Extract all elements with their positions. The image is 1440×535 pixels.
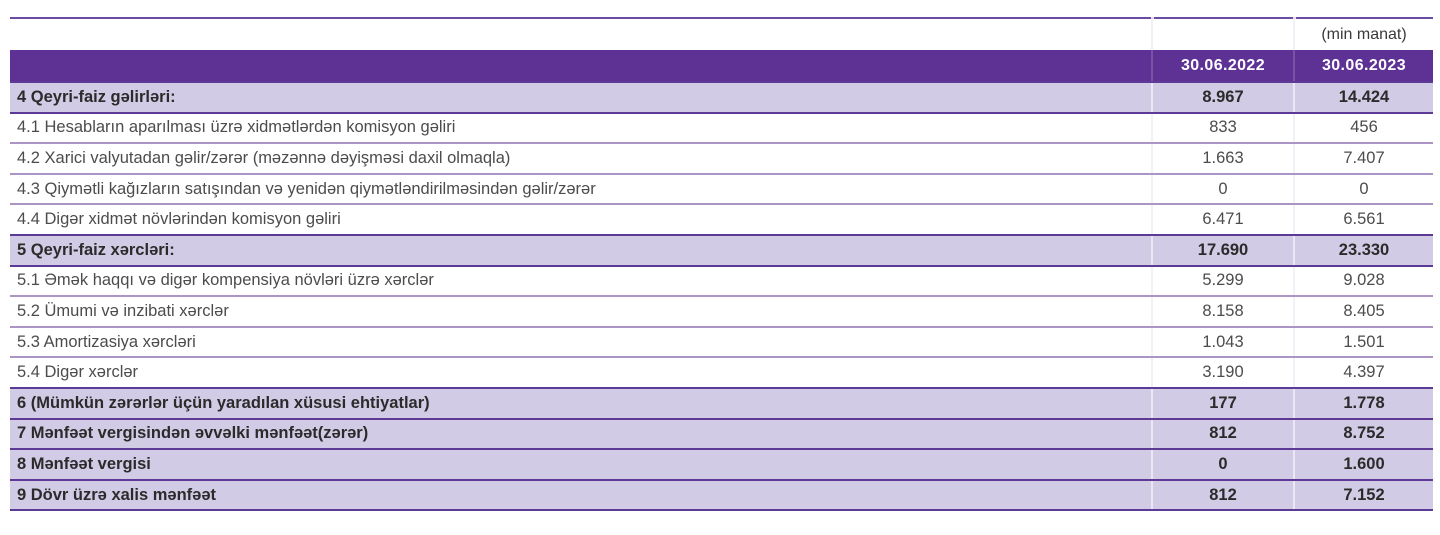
table-row xyxy=(10,479,1433,510)
table-body xyxy=(10,81,1433,511)
table-row xyxy=(10,387,1433,418)
row-value-2023: 0 xyxy=(1293,175,1433,204)
row-value-2023: 1.778 xyxy=(1293,389,1433,418)
table-row xyxy=(10,448,1433,479)
table-header-row xyxy=(10,50,1433,81)
row-value-2023: 14.424 xyxy=(1293,83,1433,112)
row-label: 5.4 Digər xərclər xyxy=(17,363,139,382)
table-row xyxy=(10,326,1433,357)
row-value-2022: 1.663 xyxy=(1151,144,1293,173)
row-value-2022: 812 xyxy=(1151,481,1293,510)
row-value-2022: 812 xyxy=(1151,420,1293,449)
row-value-2022: 17.690 xyxy=(1151,236,1293,265)
row-value-2023: 456 xyxy=(1293,114,1433,143)
row-label: 5.3 Amortizasiya xərcləri xyxy=(17,332,196,351)
table-top-border xyxy=(10,17,1433,19)
unit-band xyxy=(10,19,1433,50)
table-row xyxy=(10,265,1433,296)
unit-band-spacer xyxy=(10,19,1151,50)
row-value-2022: 5.299 xyxy=(1151,267,1293,296)
row-value-2023: 6.561 xyxy=(1293,205,1433,234)
row-label: 7 Mənfəət vergisindən əvvəlki mənfəət(zərər) xyxy=(17,424,369,443)
row-label: 4.4 Digər xidmət növlərindən komisyon gəliri xyxy=(17,210,341,229)
row-value-2023: 4.397 xyxy=(1293,358,1433,387)
table-row xyxy=(10,203,1433,234)
row-label: 4 Qeyri-faiz gəlirləri: xyxy=(17,87,176,106)
table-row xyxy=(10,142,1433,173)
row-value-2022: 3.190 xyxy=(1151,358,1293,387)
column-divider-notch xyxy=(1293,17,1296,19)
financial-table xyxy=(10,17,1433,511)
header-label-spacer xyxy=(10,50,1151,81)
row-label: 8 Mənfəət vergisi xyxy=(17,454,151,473)
table-row xyxy=(10,234,1433,265)
row-label: 5.1 Əmək haqqı və digər kompensiya növləri üzrə xərclər xyxy=(17,271,434,290)
table-row xyxy=(10,418,1433,449)
column-header-2022: 30.06.2022 xyxy=(1151,50,1293,81)
row-value-2022: 177 xyxy=(1151,389,1293,418)
row-value-2023: 7.407 xyxy=(1293,144,1433,173)
row-value-2023: 23.330 xyxy=(1293,236,1433,265)
table-row xyxy=(10,81,1433,112)
table-row xyxy=(10,295,1433,326)
table-row xyxy=(10,173,1433,204)
row-value-2023: 1.600 xyxy=(1293,450,1433,479)
row-value-2022: 833 xyxy=(1151,114,1293,143)
row-label: 4.2 Xarici valyutadan gəlir/zərər (məzənnə dəyişməsi daxil olmaqla) xyxy=(17,148,511,167)
table-row xyxy=(10,112,1433,143)
row-label: 4.3 Qiymətli kağızların satışından və yenidən qiymətləndirilməsindən gəlir/zərər xyxy=(17,179,596,198)
row-value-2022: 1.043 xyxy=(1151,328,1293,357)
row-label: 9 Dövr üzrə xalis mənfəət xyxy=(17,485,216,504)
unit-label: (min manat) xyxy=(1293,19,1433,50)
row-label: 5.2 Ümumi və inzibati xərclər xyxy=(17,301,229,320)
row-value-2022: 8.967 xyxy=(1151,83,1293,112)
row-value-2022: 8.158 xyxy=(1151,297,1293,326)
row-value-2022: 0 xyxy=(1151,450,1293,479)
row-value-2022: 6.471 xyxy=(1151,205,1293,234)
column-divider-notch xyxy=(1151,17,1154,19)
row-label: 6 (Mümkün zərərlər üçün yaradılan xüsusi ehtiyatlar) xyxy=(17,393,430,412)
row-label: 4.1 Hesabların aparılması üzrə xidmətlərdən komisyon gəliri xyxy=(17,118,456,137)
row-value-2023: 8.405 xyxy=(1293,297,1433,326)
row-value-2023: 9.028 xyxy=(1293,267,1433,296)
row-label: 5 Qeyri-faiz xərcləri: xyxy=(17,240,175,259)
unit-band-col-2022 xyxy=(1151,19,1293,50)
column-header-2023: 30.06.2023 xyxy=(1293,50,1433,81)
row-value-2023: 8.752 xyxy=(1293,420,1433,449)
row-value-2023: 1.501 xyxy=(1293,328,1433,357)
row-value-2022: 0 xyxy=(1151,175,1293,204)
table-row xyxy=(10,356,1433,387)
row-value-2023: 7.152 xyxy=(1293,481,1433,510)
